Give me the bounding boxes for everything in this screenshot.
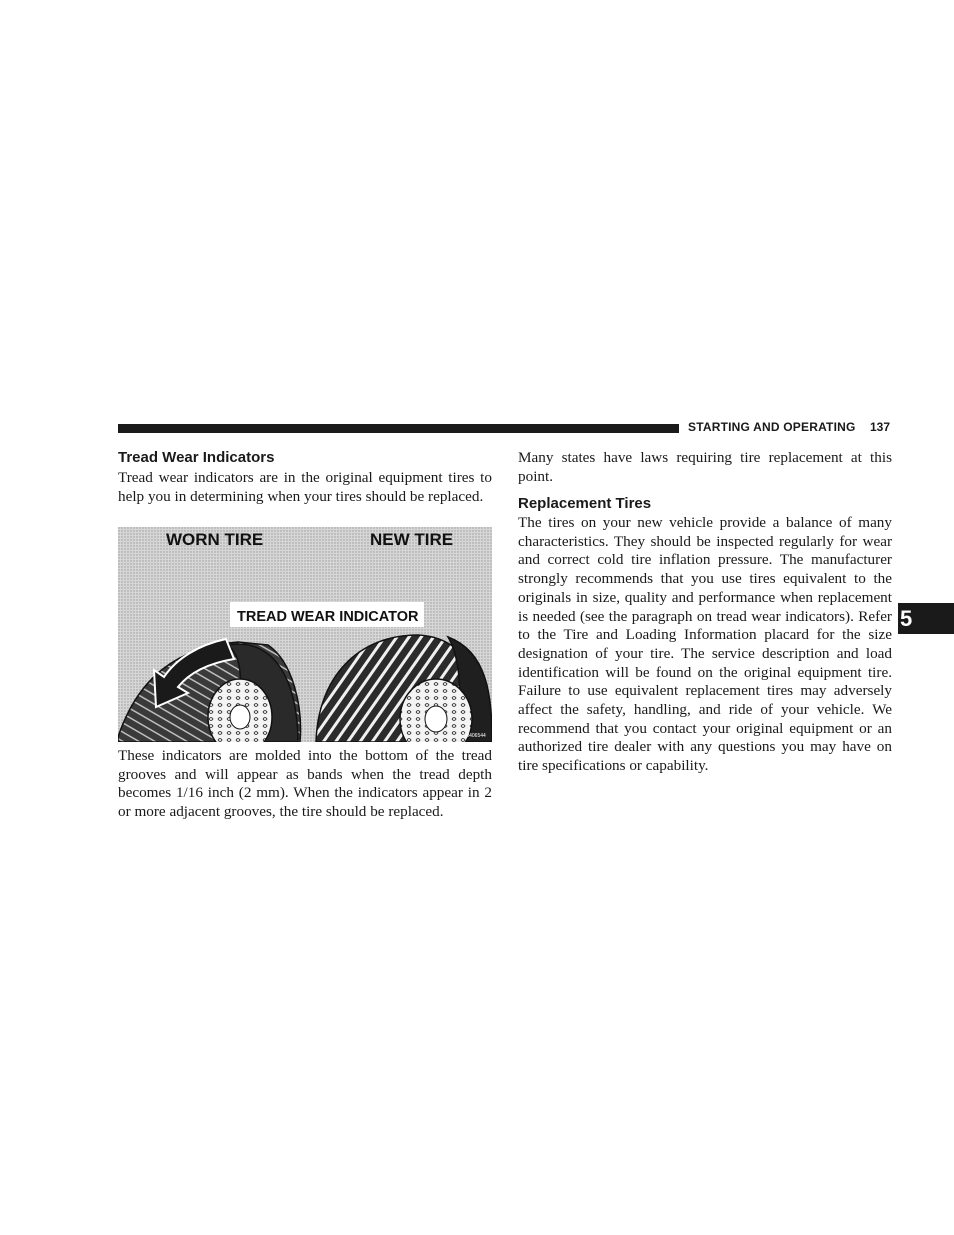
chapter-tab: 5 xyxy=(898,603,954,634)
laws-paragraph: Many states have laws requiring tire replacement at this point. xyxy=(518,449,892,485)
new-tire-label: NEW TIRE xyxy=(370,530,454,549)
tread-wear-body: These indicators are molded into the bottom of the tread grooves and will appear as bands when the tread depth becomes 1/16 inch (2 mm). When the indicators appear in 2 or more adjacent grooves, the tire should be replaced. xyxy=(118,747,492,821)
header-page-number: 137 xyxy=(870,420,891,434)
header-bar xyxy=(118,424,679,433)
figure-code: S0406544 xyxy=(463,733,486,739)
replacement-tires-body: The tires on your new vehicle provide a balance of many characteristics. They should be inspected regularly for wear and correct cold tire inflation pressure. The manufacturer strongly recommends that you use tires equivalent to the originals in size, quality and performance when replacement is needed (see the paragraph on tread wear indicators). Refer to the Tire and Loading Information placard for the size designation of your tire. The service description and load identification will be found on the original equipment tire. Failure to use equivalent replacement tires may adversely affect the safety, handling, and ride of your vehicle. We recommend that you contact your original equipment or an authorized tire dealer with any questions you may have on tire specifications or capability. xyxy=(518,514,892,775)
tread-wear-heading: Tread Wear Indicators xyxy=(118,449,275,466)
tread-wear-intro: Tread wear indicators are in the original equipment tires to help you in determining when your tires should be replaced. xyxy=(118,469,492,505)
replacement-tires-heading: Replacement Tires xyxy=(518,495,652,512)
indicator-label: TREAD WEAR INDICATOR xyxy=(237,609,419,625)
header-section-title: STARTING AND OPERATING xyxy=(688,420,856,434)
worn-tire-label: WORN TIRE xyxy=(166,530,264,549)
tire-figure xyxy=(118,527,492,742)
